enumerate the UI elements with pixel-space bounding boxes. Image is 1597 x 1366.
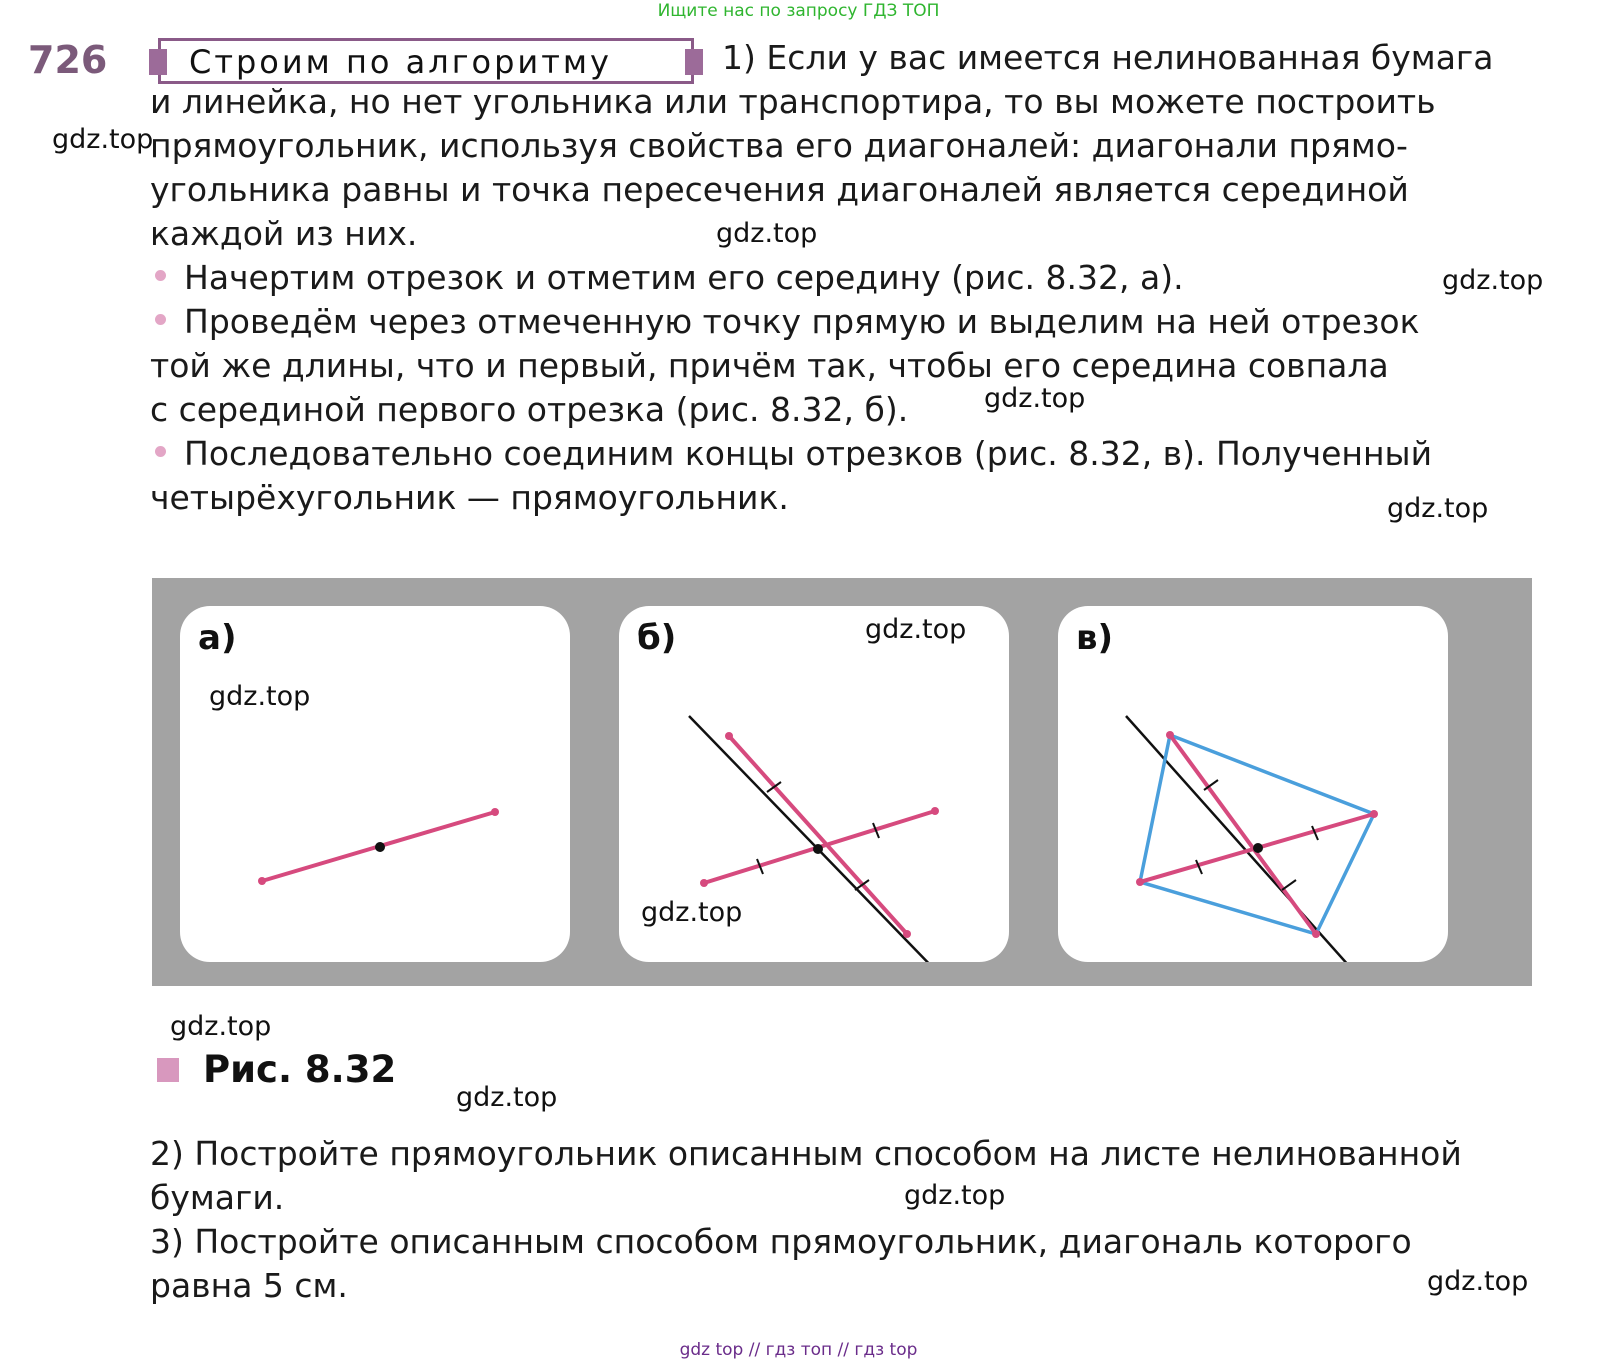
top-banner: Ищите нас по запросу ГДЗ ТОП (657, 1, 940, 21)
task-2-line-1: 2) Постройте прямоугольник описанным способом на листе нелинованной (150, 1134, 1462, 1173)
task-3-line-1: 3) Постройте описанным способом прямоугольник, диагональ которого (150, 1222, 1412, 1261)
figure-caption: Рис. 8.32 (203, 1048, 397, 1091)
intro-line-1: 1) Если у вас имеется нелинованная бумага (722, 38, 1494, 77)
panel-a-drawing (180, 606, 570, 962)
midpoint (813, 844, 823, 854)
intro-line-2: и линейка, но нет угольника или транспортира, то вы можете построить (150, 82, 1436, 121)
panel-c-label: в) (1076, 618, 1114, 658)
vertex (1370, 810, 1378, 818)
panel-a (180, 606, 570, 962)
heading-left-marker (149, 49, 167, 75)
midpoint (375, 842, 385, 852)
watermark: gdz.top (865, 614, 967, 645)
intro-line-4: угольника равны и точка пересечения диагоналей является серединой (150, 170, 1409, 209)
bullet (155, 270, 166, 281)
step-3 (155, 432, 1432, 476)
bullet (155, 314, 166, 325)
watermark: gdz.top (52, 124, 154, 155)
bullet (155, 446, 166, 457)
vertex (1166, 731, 1174, 739)
panel-c-drawing (1058, 606, 1448, 962)
midpoint (1253, 843, 1263, 853)
segment-2 (729, 736, 907, 934)
step-1 (155, 256, 1184, 300)
segment-endpoint (725, 732, 733, 740)
intro-line-5: каждой из них. (150, 214, 418, 253)
watermark: gdz.top (641, 897, 743, 928)
heading-right-marker (685, 49, 703, 75)
segment-endpoint (931, 807, 939, 815)
segment-endpoint (258, 877, 266, 885)
segment-endpoint (491, 808, 499, 816)
watermark: gdz.top (1387, 493, 1489, 524)
bottom-banner: gdz top // гдз топ // гдз top (679, 1340, 918, 1360)
heading-text: Строим по алгоритму (189, 43, 612, 81)
panel-c (1058, 606, 1448, 962)
exercise-number: 726 (28, 38, 108, 82)
watermark: gdz.top (904, 1180, 1006, 1211)
intro-line-3: прямоугольник, используя свойства его диагоналей: диагонали прямо- (150, 126, 1408, 165)
step-2 (155, 300, 1420, 344)
segment-endpoint (903, 930, 911, 938)
step-1-text: Начертим отрезок и отметим его середину (рис. 8.32, а). (184, 258, 1184, 297)
line-through-midpoint (1126, 716, 1358, 962)
step-3-text: Последовательно соединим концы отрезков (рис. 8.32, в). Полученный (184, 434, 1433, 473)
vertex (1136, 878, 1144, 886)
step-2-line-3: с серединой первого отрезка (рис. 8.32, б). (150, 390, 909, 429)
panel-a-label: а) (198, 618, 237, 658)
exercise-heading (158, 38, 694, 84)
watermark: gdz.top (1442, 265, 1544, 296)
rectangle (1140, 735, 1374, 934)
task-2-line-2: бумаги. (150, 1178, 285, 1217)
figure-8-32 (152, 578, 1532, 986)
step-3-line-2: четырёхугольник — прямоугольник. (150, 478, 789, 517)
tick-mark (1282, 880, 1296, 890)
watermark: gdz.top (170, 1011, 272, 1042)
task-3-line-2: равна 5 см. (150, 1266, 348, 1305)
step-2-text: Проведём через отмеченную точку прямую и выделим на ней отрезок (184, 302, 1420, 341)
watermark: gdz.top (716, 218, 818, 249)
watermark: gdz.top (209, 681, 311, 712)
step-2-line-2: той же длины, что и первый, причём так, чтобы его середина совпала (150, 346, 1389, 385)
watermark: gdz.top (984, 383, 1086, 414)
segment-endpoint (700, 879, 708, 887)
caption-marker (157, 1058, 179, 1082)
vertex (1312, 930, 1320, 938)
watermark: gdz.top (1427, 1266, 1529, 1297)
watermark: gdz.top (456, 1082, 558, 1113)
panel-b-label: б) (637, 618, 677, 658)
